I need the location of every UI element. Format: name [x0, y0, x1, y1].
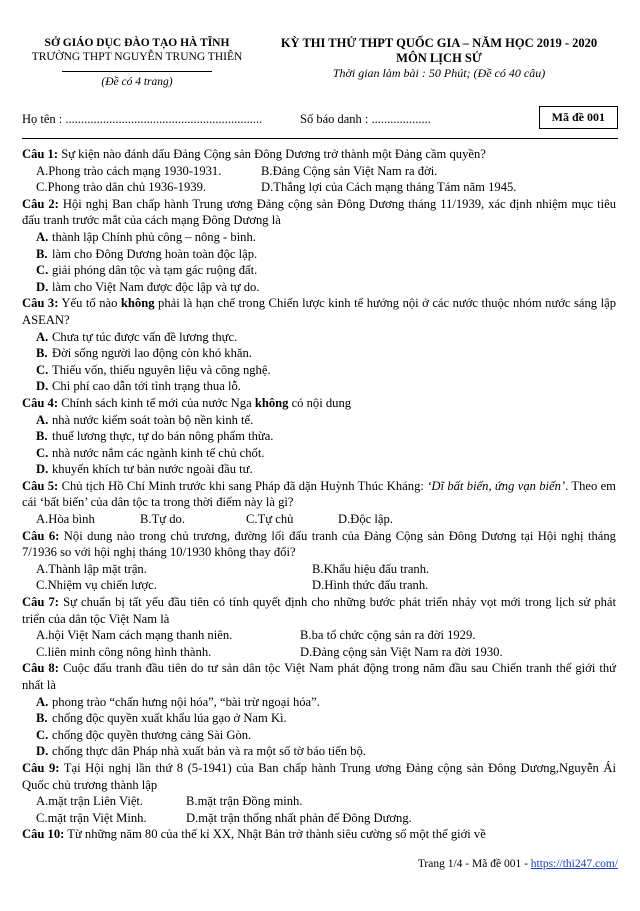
question-number: Câu 5:: [22, 478, 59, 493]
option-d: D.Độc lập.: [338, 512, 393, 527]
option-c: C. chống độc quyền thương cảng Sài Gòn.: [36, 727, 252, 742]
option-text: nhà nước nắm các ngành kinh tế chủ chốt.: [52, 445, 265, 460]
option-text: Độc lập.: [350, 512, 393, 527]
option-text: chống độc quyền xuất khẩu lúa gạo ở Nam Kì.: [52, 711, 287, 726]
time-note: Thời gian làm bài : 50 Phút; (Đề có 40 câu): [332, 66, 546, 80]
option-b: B.ba tổ chức cộng sản ra đời 1929.: [300, 628, 476, 643]
school-block: [22, 36, 252, 88]
question-number: Câu 6:: [22, 528, 60, 543]
option-a: A. phong trào “chấn hưng nội hóa”, “bài trừ ngoại hóa”.: [36, 694, 320, 709]
option-b: B.Đảng Cộng sản Việt Nam ra đời.: [261, 163, 438, 178]
option-d: D.Đảng cộng sản Việt Nam ra đời 1930.: [300, 644, 503, 659]
exam-title-block: [260, 36, 618, 81]
question-number: Câu 8:: [22, 661, 59, 676]
option-d: D. làm cho Việt Nam được độc lập và tự do.: [36, 279, 260, 294]
header-rule: [62, 71, 212, 72]
question-8: [22, 660, 616, 693]
option-text: làm cho Việt Nam được độc lập và tự do.: [52, 279, 260, 294]
option-b: B. Đời sống người lao động còn khó khăn.: [36, 346, 252, 361]
options-row: [22, 810, 616, 827]
question-5: [22, 478, 616, 511]
option-c: C.Nhiệm vụ chiến lược.: [36, 578, 157, 593]
option-d: D.Thắng lợi của Cách mạng tháng Tám năm 1945.: [261, 180, 517, 195]
option-d: D.mặt trận thống nhất phản đế Đông Dương.: [186, 810, 412, 825]
option-text: Thành lập mặt trận.: [48, 561, 147, 576]
header-divider: [22, 138, 618, 139]
option-text: thành lập Chính phủ công – nông - binh.: [52, 229, 256, 244]
option-c: C.liên minh công nông hình thành.: [36, 644, 212, 659]
option-text: mặt trận Liên Việt.: [48, 794, 144, 809]
option-d: D. khuyến khích tư bản nước ngoài đầu tư.: [36, 462, 253, 477]
option-text: Phong trào dân chủ 1936-1939.: [47, 180, 207, 195]
option-text: Nhiệm vụ chiến lược.: [47, 578, 157, 593]
option-b: B.Tự do.: [140, 512, 185, 527]
option-text: Khẩu hiệu đấu tranh.: [323, 561, 430, 576]
option-c: C. giải phóng dân tộc và tạm gác ruộng đất.: [36, 263, 258, 278]
options-row: [22, 163, 616, 180]
question-text: Chính sách kinh tế mới của nước Nga: [58, 395, 255, 410]
option-d: D. Chi phí cao dẫn tới tình trạng thua lỗ.: [36, 379, 241, 394]
question-1: [22, 146, 616, 163]
question-number: Câu 7:: [22, 595, 59, 610]
option-text: Tự chủ: [257, 512, 294, 527]
exam-header: [22, 36, 618, 100]
question-text: . Theo em cái ‘bất biến’ của dân tộc ta trong thời điểm này là gì?: [22, 478, 616, 510]
option-text: Đời sống người lao động còn khó khăn.: [52, 346, 252, 361]
question-3: [22, 295, 616, 328]
question-2: [22, 196, 616, 229]
option-b: B. chống độc quyền xuất khẩu lúa gạo ở Nam Kì.: [36, 711, 287, 726]
footer-text: Trang 1/4 - Mã đề 001 -: [417, 858, 531, 870]
option-b: B. làm cho Đông Dương hoàn toàn độc lập.: [36, 246, 258, 261]
option-c: C.mặt trận Việt Minh.: [36, 810, 147, 825]
question-text: Yếu tố nào: [58, 296, 121, 311]
question-text: Cuộc đấu tranh đầu tiên do tư sản dân tộc Việt Nam phát động trong năm đầu sau Chiến tranh thế giới thứ nhất là: [22, 661, 616, 692]
option-text: Hình thức đấu tranh.: [324, 578, 429, 593]
option-a: A. Chưa tự túc được vấn đề lương thực.: [36, 329, 238, 344]
question-text: Sự chuẩn bị tất yếu đầu tiên có tính quyết định cho những bước phát triển nhảy vọt mới trong lịch sử phát triển của dân tộc Việt Nam là: [22, 595, 617, 626]
option-text: giải phóng dân tộc và tạm gác ruộng đất.: [52, 263, 258, 278]
question-text: Từ những năm 80 của thế kỉ XX, Nhật Bản trở thành siêu cường số một thế giới về: [64, 827, 486, 842]
question-number: Câu 9:: [22, 760, 60, 775]
options-row: [22, 793, 616, 810]
options-row: [22, 179, 616, 196]
question-9: [22, 760, 616, 793]
options-row: [22, 577, 616, 594]
sbd-field: Số báo danh : ...................: [300, 112, 431, 126]
question-text: Hội nghị Ban chấp hành Trung ương Đảng cộng sản Đông Dương tháng 11/1939, xác định nhiệm mục tiêu đấu tranh trước mắt của cách mạng Đông Dương là: [22, 196, 616, 228]
option-b: B.Khẩu hiệu đấu tranh.: [312, 561, 430, 576]
option-text: chống thực dân Pháp nhà xuất bản và ra một số tờ báo tiến bộ.: [52, 744, 366, 759]
option-text: Đảng cộng sản Việt Nam ra đời 1930.: [312, 644, 503, 659]
option-c: C.Tự chủ: [246, 512, 294, 527]
question-text: có nội dung: [288, 395, 352, 410]
question-text: Chủ tịch Hồ Chí Minh trước khi sang Pháp đã dặn Huỳnh Thúc Kháng:: [58, 478, 428, 493]
option-text: Chưa tự túc được vấn đề lương thực.: [52, 329, 238, 344]
option-text: Thiếu vốn, thiếu nguyên liệu và công nghệ.: [52, 362, 271, 377]
option-text: mặt trận thống nhất phản đế Đông Dương.: [198, 810, 412, 825]
department-name: SỞ GIÁO DỤC ĐÀO TẠO HÀ TĨNH: [44, 37, 230, 49]
option-text: chống độc quyền thương cảng Sài Gòn.: [52, 727, 252, 742]
option-text: mặt trận Việt Minh.: [47, 810, 147, 825]
question-number: Câu 2:: [22, 196, 59, 211]
option-a: A. thành lập Chính phủ công – nông - binh.: [36, 229, 256, 244]
question-6: [22, 528, 616, 561]
option-text: Đảng Cộng sản Việt Nam ra đời.: [272, 163, 438, 178]
option-a: A. nhà nước kiểm soát toàn bộ nền kinh tế.: [36, 412, 254, 427]
option-a: A.Phong trào cách mạng 1930-1931.: [36, 163, 222, 178]
page-count-note: (Đề có 4 trang): [101, 76, 173, 88]
option-text: phong trào “chấn hưng nội hóa”, “bài trừ ngoại hóa”.: [52, 694, 320, 709]
options-row: [22, 511, 616, 528]
option-text: liên minh công nông hình thành.: [47, 644, 212, 659]
question-7: [22, 594, 616, 627]
quote-text: ‘Dĩ bất biến, ứng vạn biến’: [427, 478, 566, 493]
options-row: [22, 644, 616, 661]
option-text: thuế lương thực, tự do bán nông phẩm thừa.: [52, 429, 274, 444]
option-a: A.Hòa bình: [36, 512, 95, 527]
question-number: Câu 3:: [22, 296, 59, 311]
question-number: Câu 4:: [22, 395, 59, 410]
option-b: B. thuế lương thực, tự do bán nông phẩm thừa.: [36, 429, 274, 444]
option-text: Hòa bình: [48, 512, 95, 527]
option-text: Phong trào cách mạng 1930-1931.: [48, 163, 222, 178]
options-row: [22, 627, 616, 644]
question-text: Tại Hội nghị lần thứ 8 (5-1941) của Ban chấp hành Trung ương Đảng cộng sản Đông Dương,Nguyễn Ái Quốc chủ trương thành lập: [22, 760, 617, 792]
question-number: Câu 10:: [22, 827, 65, 842]
option-text: mặt trận Đồng minh.: [197, 794, 303, 809]
question-number: Câu 1:: [22, 147, 59, 161]
question-10: [22, 826, 616, 843]
option-a: A.mặt trận Liên Việt.: [36, 794, 144, 809]
option-b: B.mặt trận Đồng minh.: [186, 794, 303, 809]
school-name: TRƯỜNG THPT NGUYỄN TRUNG THIÊN: [31, 51, 243, 63]
options-row: [22, 561, 616, 578]
option-text: Chi phí cao dẫn tới tình trạng thua lỗ.: [52, 379, 241, 394]
exam-title: KỲ THI THỬ THPT QUỐC GIA – NĂM HỌC 2019 - 2020: [280, 36, 598, 50]
option-text: ba tổ chức cộng sản ra đời 1929.: [311, 628, 476, 643]
emphasis-text: không: [120, 296, 155, 311]
question-text: Sự kiện nào đánh dấu Đảng Cộng sản Đông Dương trở thành một Đảng cầm quyền?: [58, 147, 486, 161]
question-text: phải là hạn chế trong Chiến lược kinh tế hướng nội ở các nước thuộc nhóm nước sáng lập ASEAN?: [22, 296, 616, 327]
option-c: C. Thiếu vốn, thiếu nguyên liệu và công nghệ.: [36, 362, 271, 377]
option-c: C.Phong trào dân chủ 1936-1939.: [36, 180, 207, 195]
option-text: nhà nước kiểm soát toàn bộ nền kinh tế.: [52, 412, 254, 427]
option-text: Thắng lợi của Cách mạng tháng Tám năm 1945.: [273, 180, 517, 195]
option-text: làm cho Đông Dương hoàn toàn độc lập.: [52, 246, 258, 261]
page-footer: [418, 858, 618, 870]
exam-code-box: Mã đề 001: [539, 106, 618, 129]
option-c: C. nhà nước nắm các ngành kinh tế chủ chốt.: [36, 445, 265, 460]
option-text: hội Việt Nam cách mạng thanh niên.: [48, 628, 233, 643]
footer-link[interactable]: https://thi247.com/: [530, 858, 618, 870]
option-a: A.Thành lập mặt trận.: [36, 561, 147, 576]
option-text: khuyến khích tư bản nước ngoài đầu tư.: [52, 462, 253, 477]
question-text: Nội dung nào trong chủ trương, đường lối đấu tranh của Đảng Cộng sản Đông Dương tại Hội nghị tháng 7/1936 so với hội nghị tháng 10/1930 không thay đổi?: [22, 528, 616, 560]
option-text: Tự do.: [151, 512, 185, 527]
candidate-info: [22, 106, 618, 130]
question-4: [22, 395, 616, 412]
question-list: [22, 146, 616, 843]
emphasis-text: không: [254, 395, 289, 410]
name-field: Họ tên : ...............................................................: [22, 112, 263, 126]
option-a: A.hội Việt Nam cách mạng thanh niên.: [36, 628, 233, 643]
subject-title: MÔN LỊCH SỬ: [396, 51, 482, 65]
option-d: D.Hình thức đấu tranh.: [312, 578, 429, 593]
option-d: D. chống thực dân Pháp nhà xuất bản và ra một số tờ báo tiến bộ.: [36, 744, 366, 759]
